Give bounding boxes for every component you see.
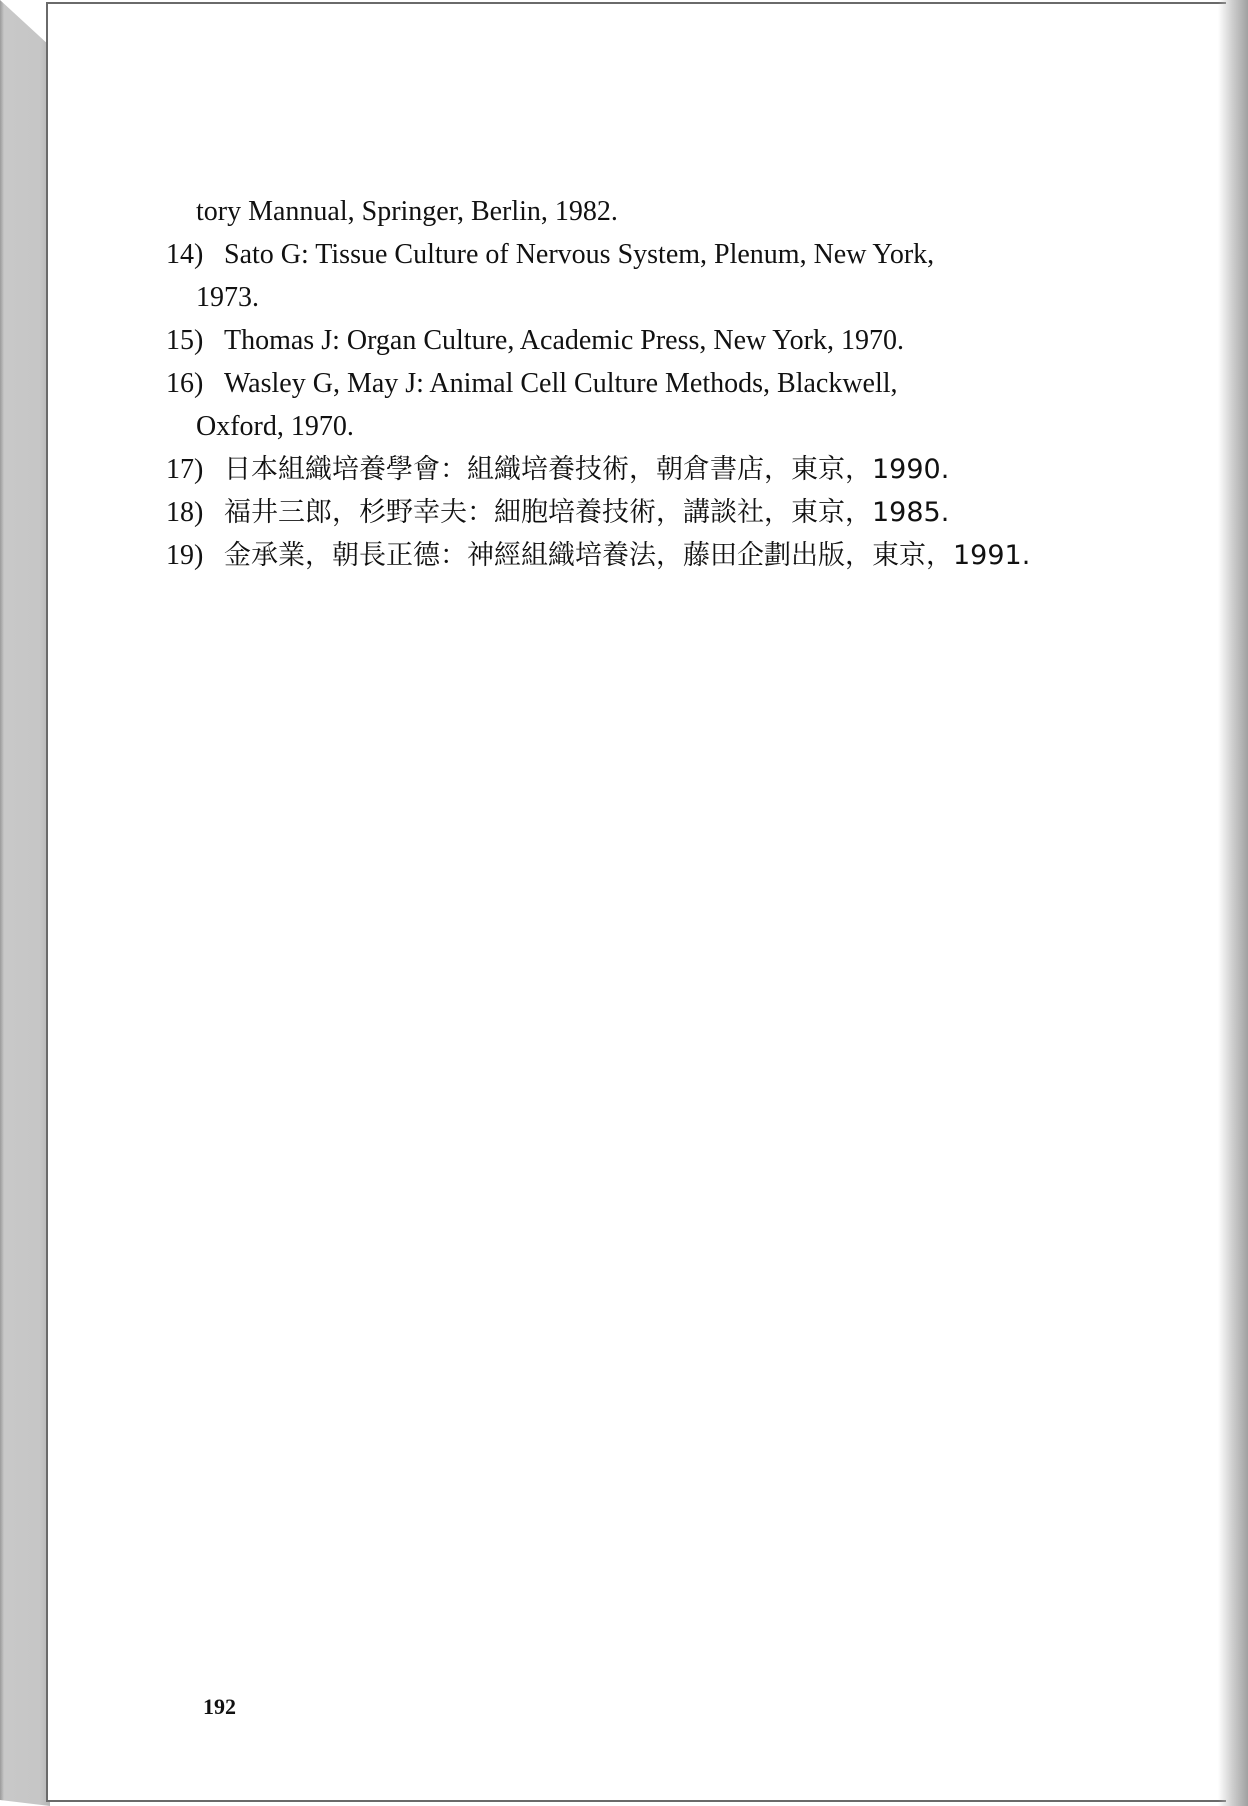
reference-text: Oxford, 1970. [196, 411, 354, 442]
reference-item-14-continuation [166, 276, 1106, 319]
reference-number: 16) [166, 368, 204, 399]
reference-number: 18) [166, 497, 204, 528]
reference-number: 15) [166, 325, 204, 356]
reference-text: 1973. [196, 282, 259, 313]
page-number: 192 [203, 1694, 236, 1719]
reference-text: Wasley G, May J: Animal Cell Culture Methods, Blackwell, [224, 368, 898, 399]
reference-item-16 [166, 362, 1106, 405]
reference-number: 14) [166, 239, 204, 270]
reference-number: 17) [166, 454, 204, 485]
reference-item-15 [166, 319, 1106, 362]
reference-text: 日本組織培養學會：組織培養技術，朝倉書店，東京，1990. [224, 454, 950, 485]
reference-item-17 [166, 448, 1106, 491]
reference-item-16-continuation [166, 405, 1106, 448]
reference-item-18 [166, 491, 1106, 534]
reference-text: 金承業，朝長正德：神經組織培養法，藤田企劃出版，東京，1991. [224, 540, 1031, 571]
reference-text: Thomas J: Organ Culture, Academic Press, New York, 1970. [224, 325, 904, 356]
reference-text: Sato G: Tissue Culture of Nervous System, Plenum, New York, [224, 239, 935, 270]
reference-carryover-line [166, 190, 1106, 233]
reference-text: 福井三郎，杉野幸夫：細胞培養技術，講談社，東京，1985. [224, 497, 950, 528]
page-edge-shadow [1218, 0, 1248, 1806]
reference-carryover-text: tory Mannual, Springer, Berlin, 1982. [196, 196, 618, 227]
reference-number: 19) [166, 540, 204, 571]
reference-item-19 [166, 534, 1106, 577]
book-spine [0, 0, 50, 1806]
reference-list [166, 190, 1106, 577]
reference-item-14 [166, 233, 1106, 276]
